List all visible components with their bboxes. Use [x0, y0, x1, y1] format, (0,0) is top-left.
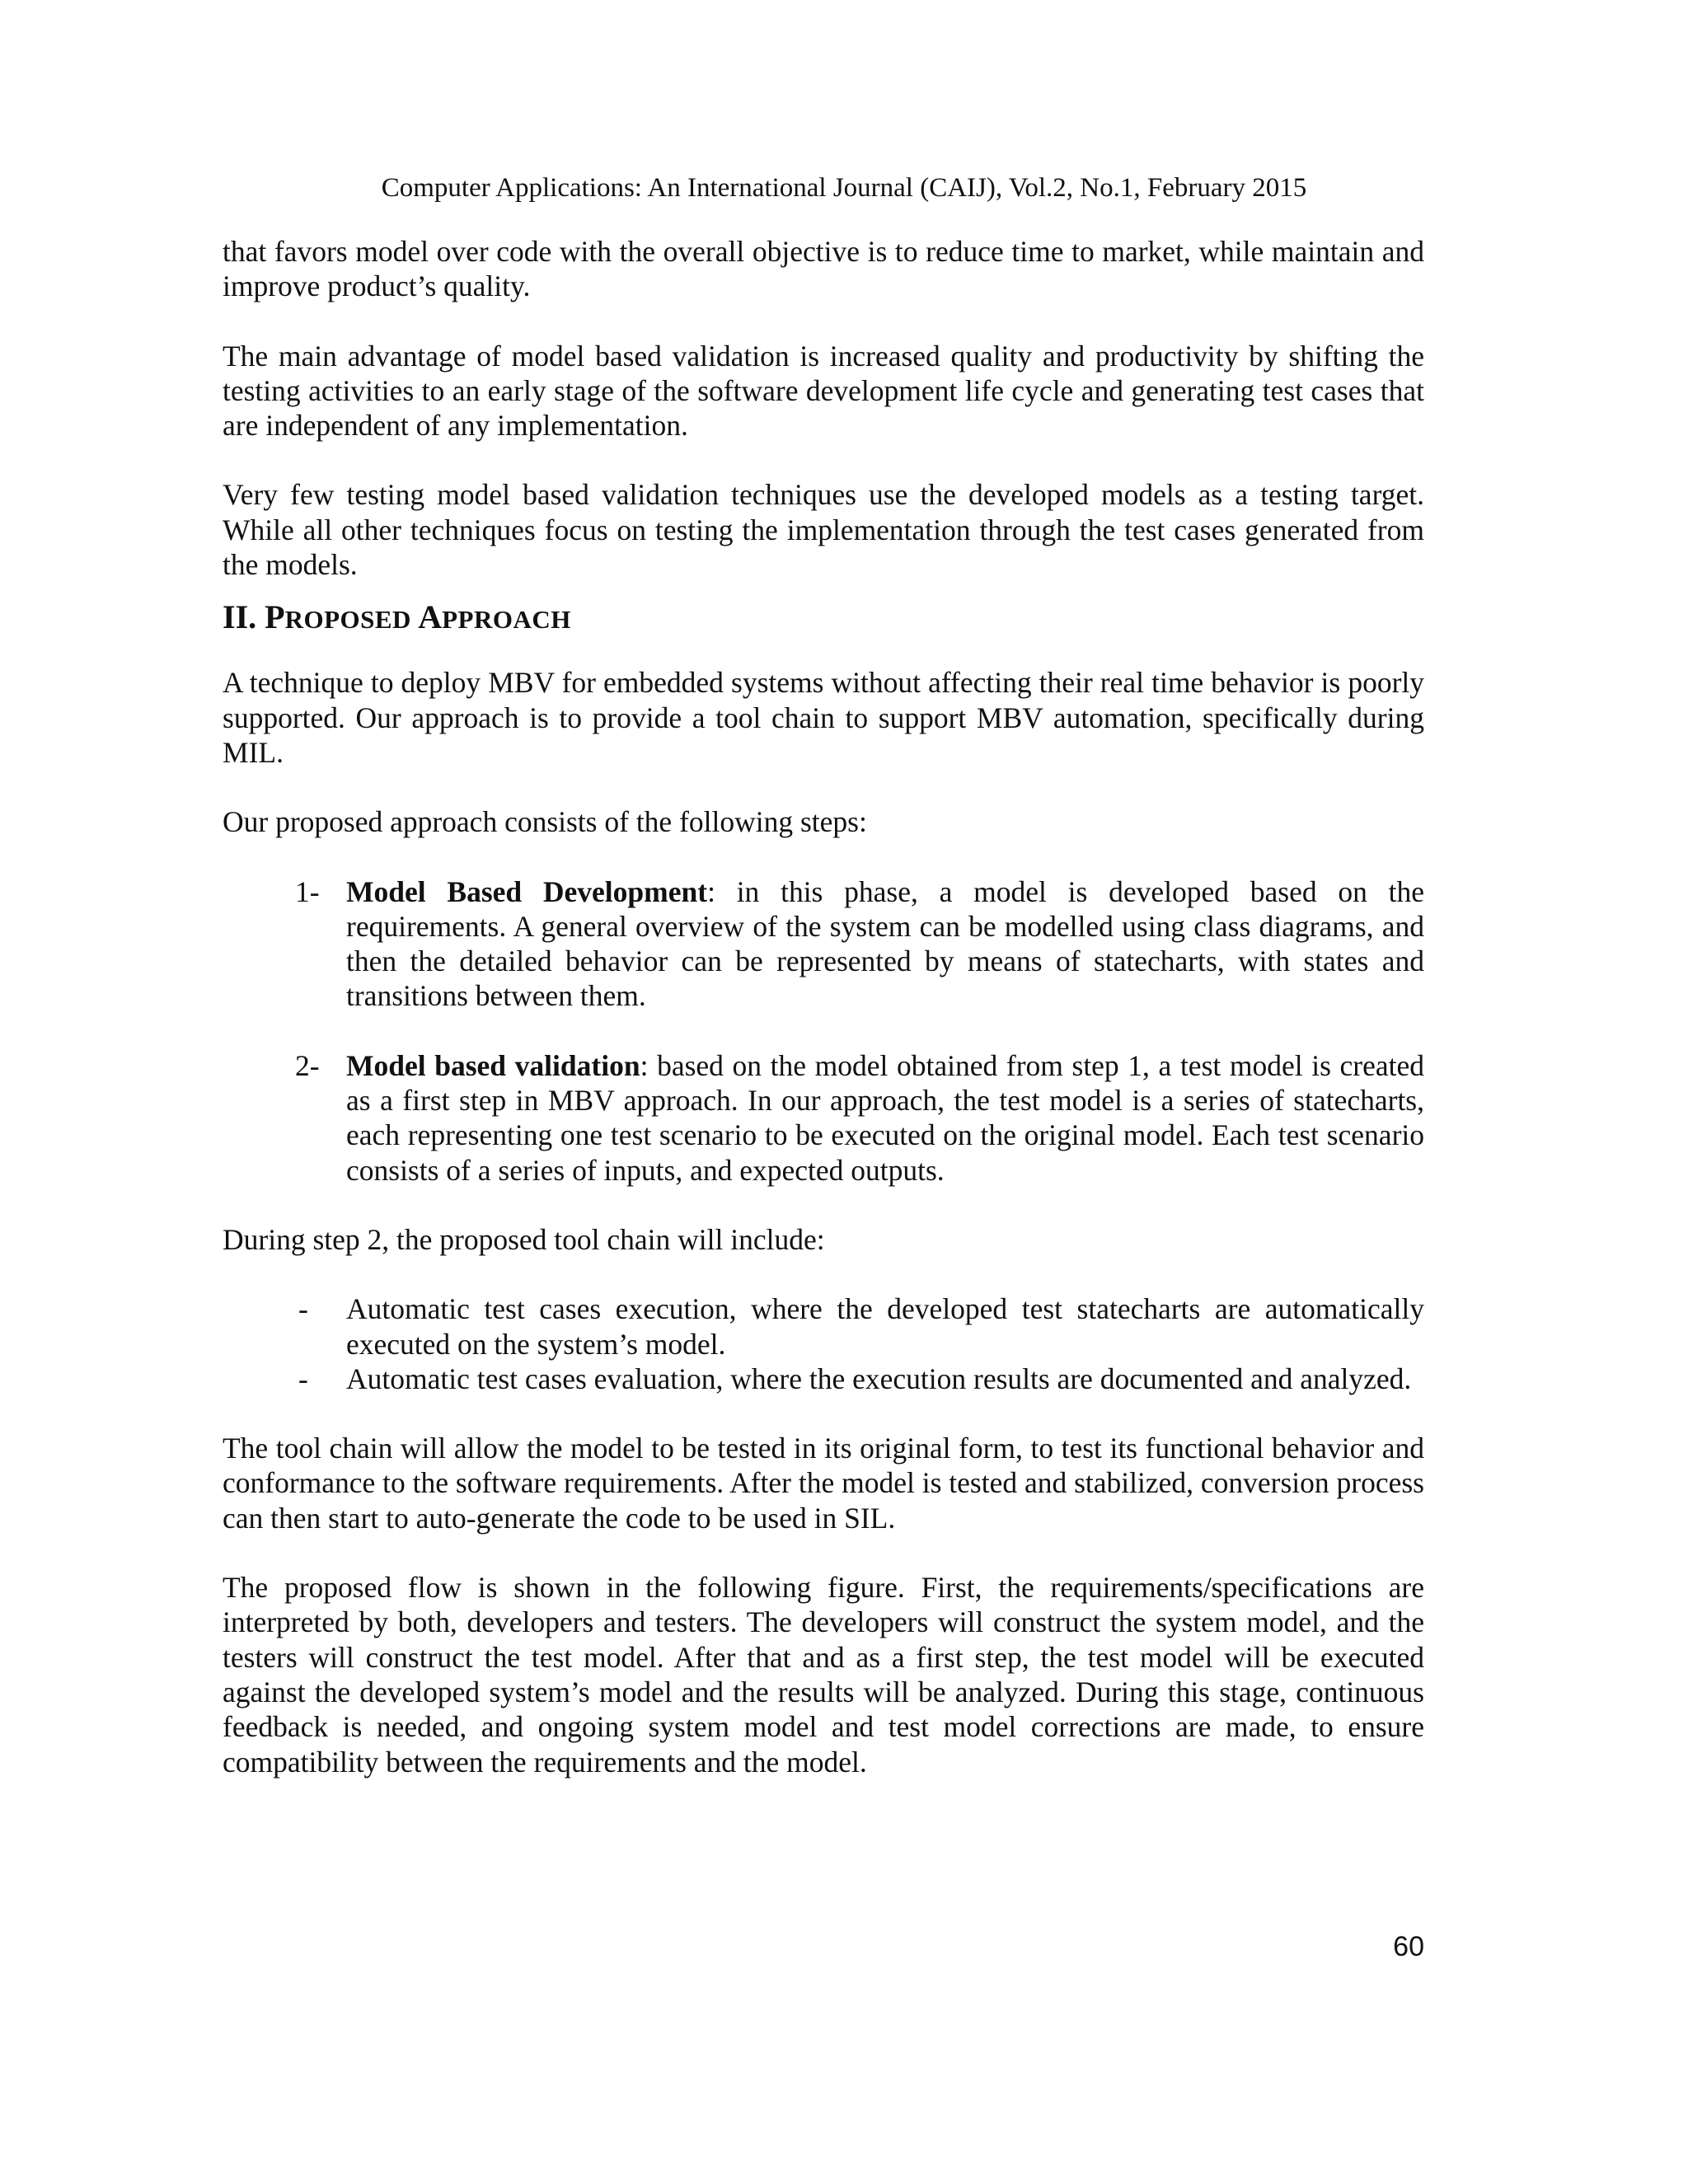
main-text	[223, 234, 1424, 1779]
paragraph: The main advantage of model based validation is increased quality and productivity by shifting the testing activities to an early stage of the software development life cycle and generating test cases that are independent of any implementation.	[223, 339, 1424, 443]
bullet-text: Automatic test cases evaluation, where the execution results are documented and analyzed.	[346, 1361, 1412, 1395]
numbered-step	[223, 1048, 1424, 1188]
step-number: 1-	[295, 874, 320, 908]
bullet-dash: -	[298, 1292, 308, 1326]
paragraph: Very few testing model based validation techniques use the developed models as a testing target. While all other techniques focus on testing the implementation through the test cases generated from the models.	[223, 478, 1424, 582]
bullet-item	[223, 1361, 1424, 1396]
bullet-text: Automatic test cases execution, where the developed test statecharts are automatically executed on the system’s model.	[346, 1292, 1424, 1361]
section-title-smallcaps: ROPOSED	[284, 605, 419, 635]
bullet-dash: -	[298, 1361, 308, 1395]
paragraph: During step 2, the proposed tool chain will include:	[223, 1222, 825, 1256]
step-term: Model Based Development	[346, 874, 708, 908]
paragraph: The tool chain will allow the model to be tested in its original form, to test its functional behavior and conformance to the software requirements. After the model is tested and stabilized, conversion process can then start to auto-generate the code to be used in SIL.	[223, 1432, 1424, 1535]
section-heading	[223, 593, 1424, 644]
section-title-initial: A	[418, 598, 443, 636]
paragraph: The proposed flow is shown in the following figure. First, the requirements/specifications are interpreted by both, developers and testers. The developers will construct the system model, and the testers will construct the test model. After that and as a first step, the test model will be executed against the developed system’s model and the results will be analyzed. During this stage, continuous feedback is needed, and ongoing system model and test model corrections are made, to ensure compatibility between the requirements and the model.	[223, 1571, 1424, 1779]
page-number: 60	[1393, 1931, 1424, 1962]
section-number: II.	[223, 598, 265, 636]
numbered-step	[223, 874, 1424, 1014]
step-term: Model based validation	[346, 1048, 640, 1082]
paragraph: Our proposed approach consists of the following steps:	[223, 805, 867, 839]
step-text: : in this phase, a model is developed based on the requirements. A general overview of the system can be modelled using class diagrams, and then the detailed behavior can be represented by means of statecharts, with states and transitions between them.	[346, 874, 1424, 1013]
running-header: Computer Applications: An International Journal (CAIJ), Vol.2, No.1, February 2015	[381, 173, 1307, 203]
section-title-smallcaps: PPROACH	[442, 605, 571, 635]
bullet-item	[223, 1291, 1424, 1361]
step-number: 2-	[295, 1048, 320, 1082]
paragraph: A technique to deploy MBV for embedded systems without affecting their real time behavior is poorly supported. Our approach is to provide a tool chain to support MBV automation, specifically during MIL.	[223, 666, 1424, 769]
paragraph: that favors model over code with the overall objective is to reduce time to market, while maintain and improve product’s quality.	[223, 235, 1424, 303]
section-title-initial: P	[265, 598, 285, 636]
step-text: : based on the model obtained from step 1, a test model is created as a first step in MBV approach. In our approach, the test model is a series of statecharts, each representing one test scenario to be executed on the original model. Each test scenario consists of a series of inputs, and expected outputs.	[346, 1048, 1424, 1187]
